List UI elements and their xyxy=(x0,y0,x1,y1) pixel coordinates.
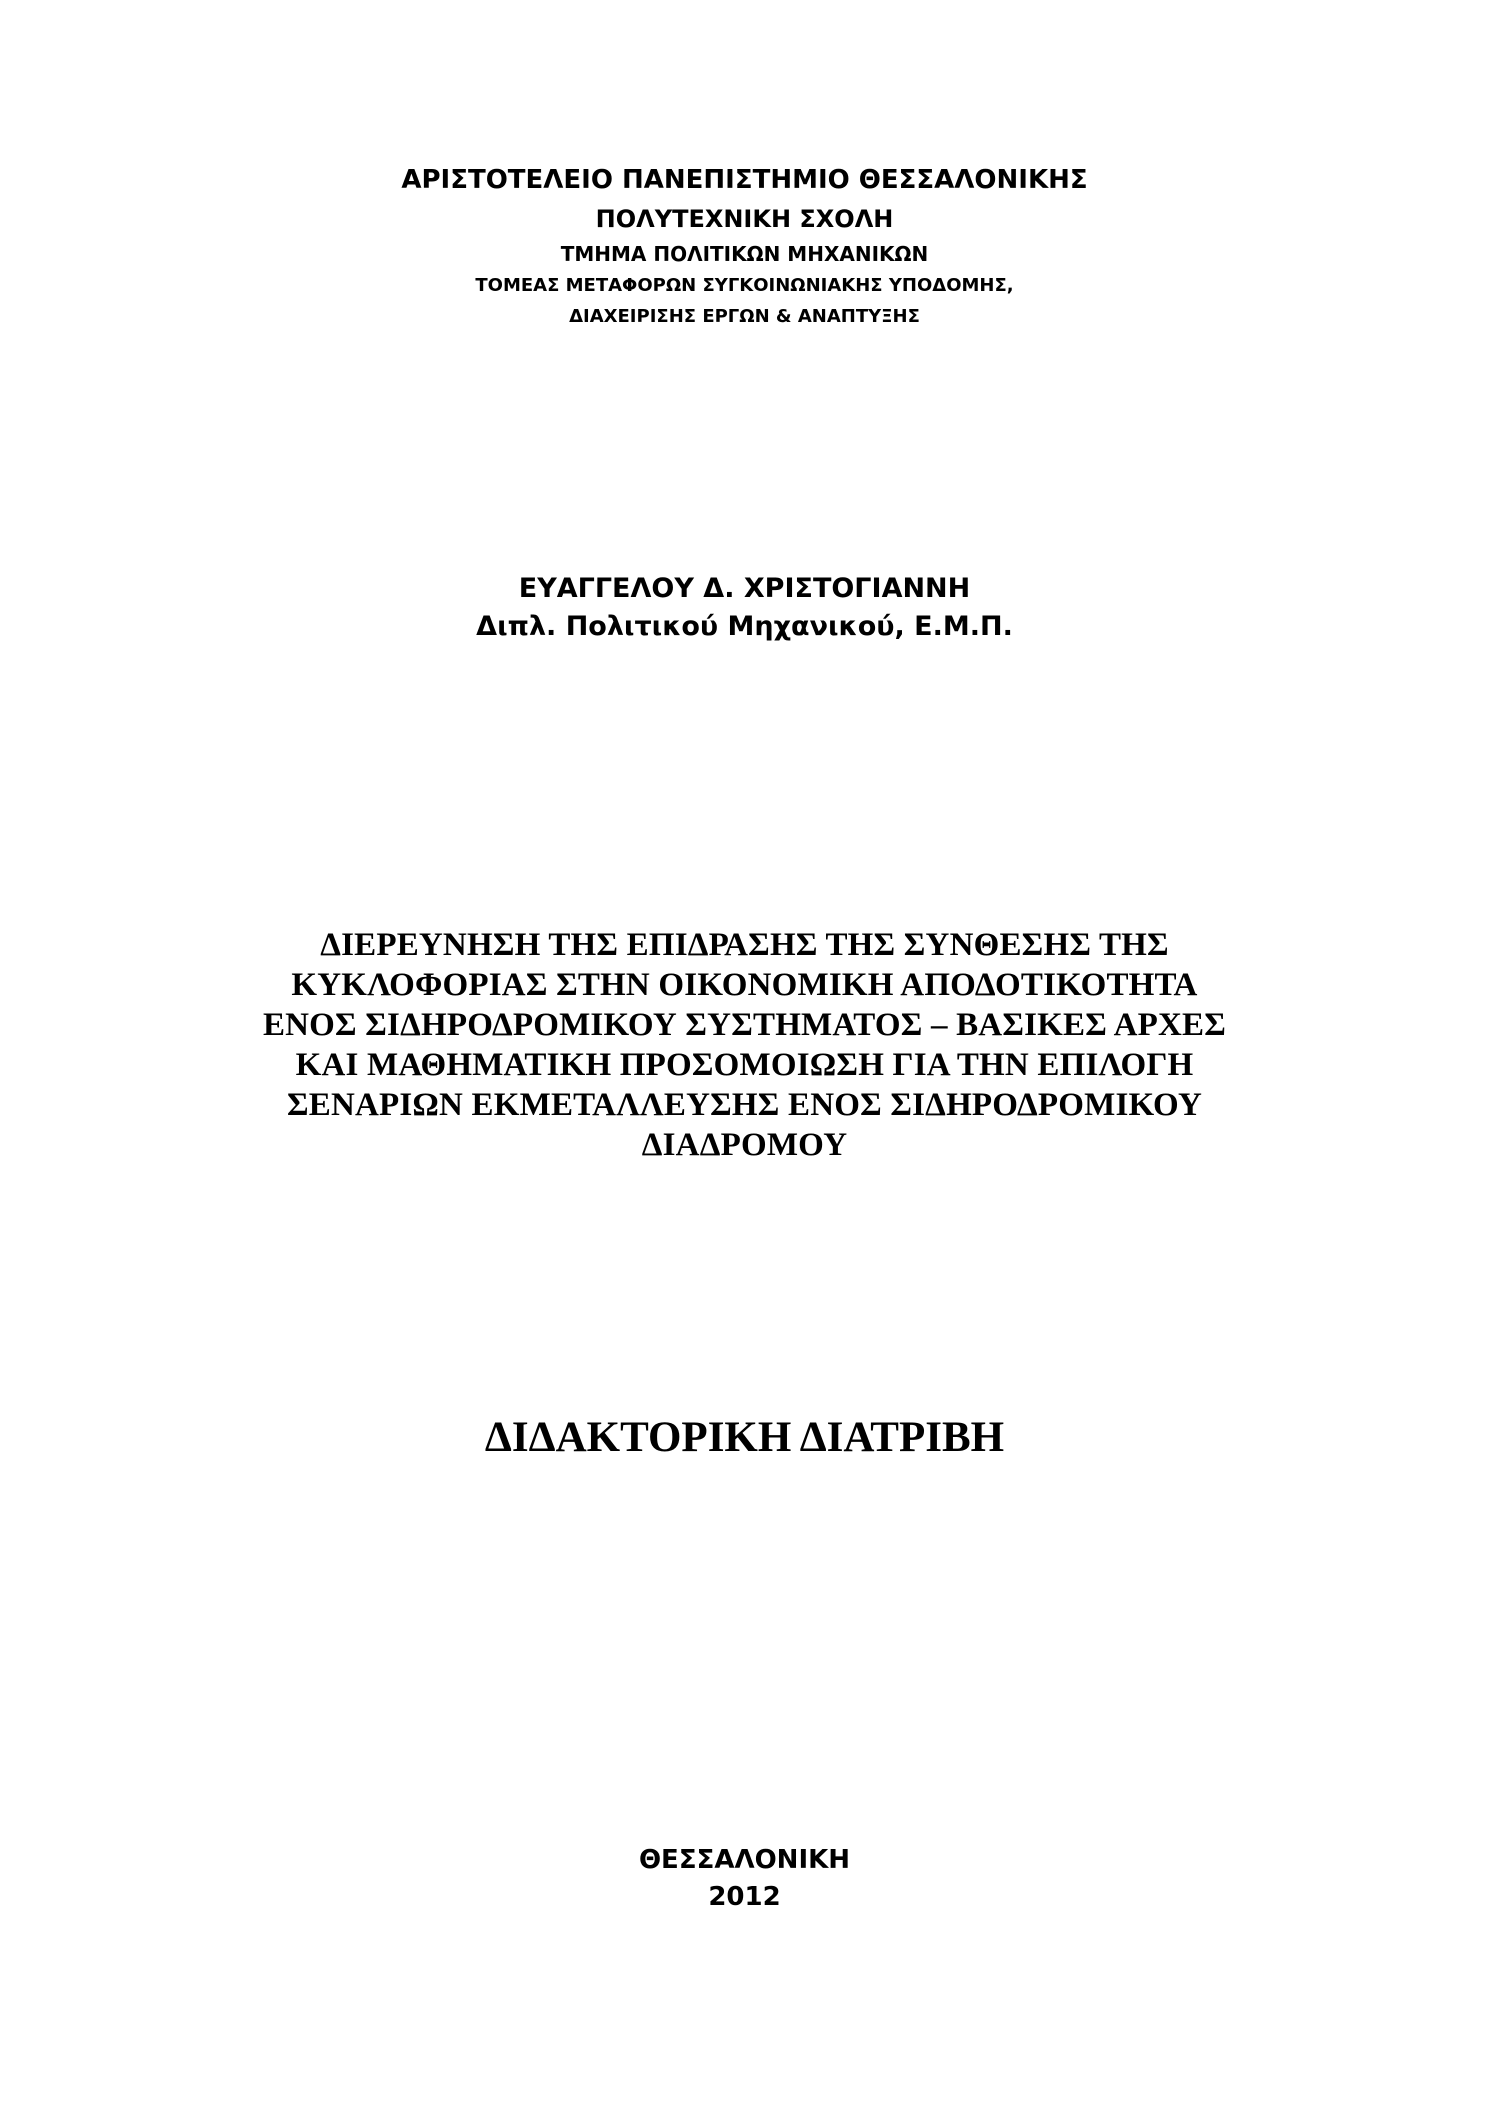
author-name: ΕΥΑΓΓΕΛΟΥ Δ. ΧΡΙΣΤΟΓΙΑΝΝΗ xyxy=(518,573,971,604)
thesis-title-line: ΕΝΟΣ ΣΙΔΗΡΟΔΡΟΜΙΚΟΥ ΣΥΣΤΗΜΑΤΟΣ – ΒΑΣΙΚΕΣ ΑΡΧΕΣ xyxy=(262,1007,1227,1043)
thesis-title xyxy=(0,925,1489,1165)
author-degree: Διπλ. Πολιτικού Μηχανικού, Ε.Μ.Π. xyxy=(476,611,1013,642)
place-and-year xyxy=(0,1842,1489,1916)
document-type xyxy=(0,1410,1489,1466)
city: ΘΕΣΣΑΛΟΝΙΚΗ xyxy=(638,1845,851,1875)
thesis-title-line: ΚΥΚΛΟΦΟΡΙΑΣ ΣΤΗΝ ΟΙΚΟΝΟΜΙΚΗ ΑΠΟΔΟΤΙΚΟΤΗΤΑ xyxy=(291,967,1198,1003)
thesis-title-line: ΣΕΝΑΡΙΩΝ ΕΚΜΕΤΑΛΛΕΥΣΗΣ ΕΝΟΣ ΣΙΔΗΡΟΔΡΟΜΙΚΟΥ xyxy=(286,1087,1203,1123)
thesis-title-line: ΔΙΕΡΕΥΝΗΣΗ ΤΗΣ ΕΠΙΔΡΑΣΗΣ ΤΗΣ ΣΥΝΘΕΣΗΣ ΤΗΣ xyxy=(320,927,1169,963)
department-name: ΤΜΗΜΑ ΠΟΛΙΤΙΚΩΝ ΜΗΧΑΝΙΚΩΝ xyxy=(560,242,929,266)
university-name: ΑΡΙΣΤΟΤΕΛΕΙΟ ΠΑΝΕΠΙΣΤΗΜΙΟ ΘΕΣΣΑΛΟΝΙΚΗΣ xyxy=(401,165,1088,195)
document-type-label: ΔΙΔΑΚΤΟΡΙΚΗ ΔΙΑΤΡΙΒΗ xyxy=(484,1414,1005,1461)
year: 2012 xyxy=(708,1882,781,1912)
author-block xyxy=(0,570,1489,646)
sector-name-line-1: ΤΟΜΕΑΣ ΜΕΤΑΦΟΡΩΝ ΣΥΓΚΟΙΝΩΝΙΑΚΗΣ ΥΠΟΔΟΜΗΣ, xyxy=(475,275,1014,296)
institution-header xyxy=(0,160,1489,332)
thesis-title-line: ΚΑΙ ΜΑΘΗΜΑΤΙΚΗ ΠΡΟΣΟΜΟΙΩΣΗ ΓΙΑ ΤΗΝ ΕΠΙΛΟΓΗ xyxy=(295,1047,1194,1083)
thesis-title-line: ΔΙΑΔΡΟΜΟΥ xyxy=(641,1127,848,1163)
school-name: ΠΟΛΥΤΕΧΝΙΚΗ ΣΧΟΛΗ xyxy=(595,205,894,233)
sector-name-line-2: ΔΙΑΧΕΙΡΙΣΗΣ ΕΡΓΩΝ & ΑΝΑΠΤΥΞΗΣ xyxy=(569,306,920,327)
